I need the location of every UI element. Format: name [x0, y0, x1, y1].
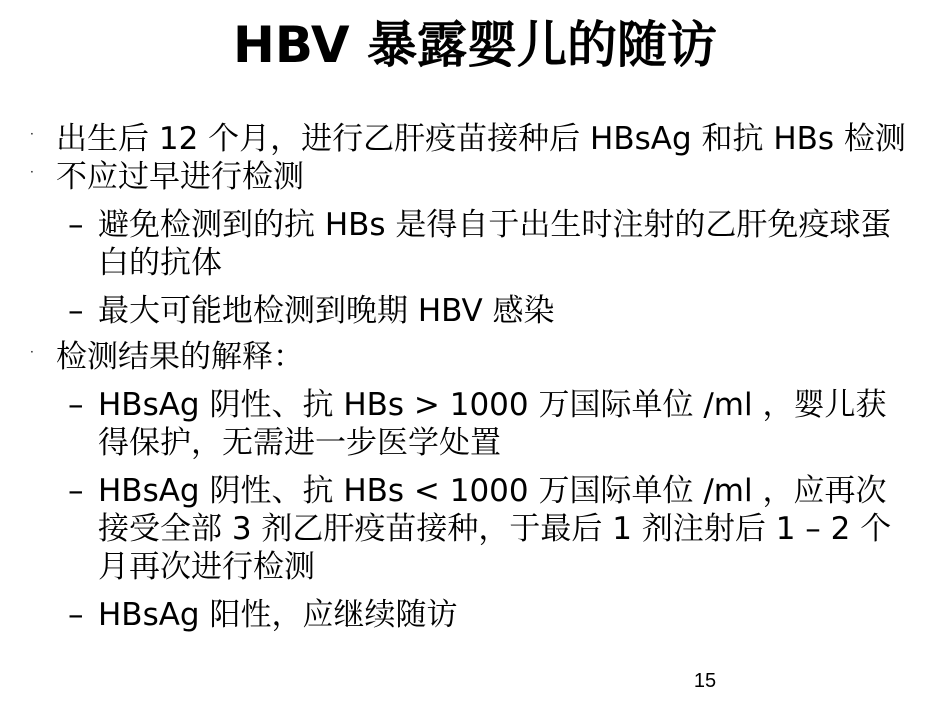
bullet-dot-icon: · [30, 165, 34, 179]
sub-bullet-text: HBsAg 阴性、抗 HBs > 1000 万国际单位 /ml ，婴儿获得保护，无需进一步医学处置 [98, 387, 887, 461]
bullet-item [0, 338, 906, 376]
dash-marker-icon: – [68, 387, 84, 423]
sub-bullet-text: HBsAg 阳性，应继续随访 [98, 597, 458, 633]
slide-content [0, 120, 950, 634]
bullet-text: 不应过早进行检测 [56, 159, 304, 195]
sub-bullet-text: 避免检测到的抗 HBs 是得自于出生时注射的乙肝免疫球蛋白的抗体 [98, 207, 892, 281]
sub-bullet-item [0, 292, 910, 330]
bullet-text: 检测结果的解释： [56, 339, 304, 375]
sub-bullet-text: HBsAg 阴性、抗 HBs < 1000 万国际单位 /ml ，应再次接受全部 3 剂乙肝疫苗接种，于最后 1 剂注射后 1 – 2 个月再次进行检测 [98, 473, 892, 585]
bullet-dot-icon: · [30, 345, 34, 359]
bullet-text: 出生后 12 个月，进行乙肝疫苗接种后 HBsAg 和抗 HBs 检测 [56, 121, 906, 157]
bullet-item [0, 158, 906, 196]
dash-marker-icon: – [68, 597, 84, 633]
slide-title: HBV 暴露婴儿的随访 [232, 16, 718, 74]
dash-marker-icon: – [68, 207, 84, 243]
sub-bullet-item [0, 596, 910, 634]
sub-bullet-item [0, 472, 910, 586]
sub-bullet-item [0, 386, 910, 462]
page-number: 15 [693, 670, 717, 692]
sub-bullet-text: 最大可能地检测到晚期 HBV 感染 [98, 293, 555, 329]
bullet-dot-icon: · [30, 127, 34, 141]
sub-bullet-item [0, 206, 910, 282]
dash-marker-icon: – [68, 473, 84, 509]
bullet-item [0, 120, 906, 158]
dash-marker-icon: – [68, 293, 84, 329]
